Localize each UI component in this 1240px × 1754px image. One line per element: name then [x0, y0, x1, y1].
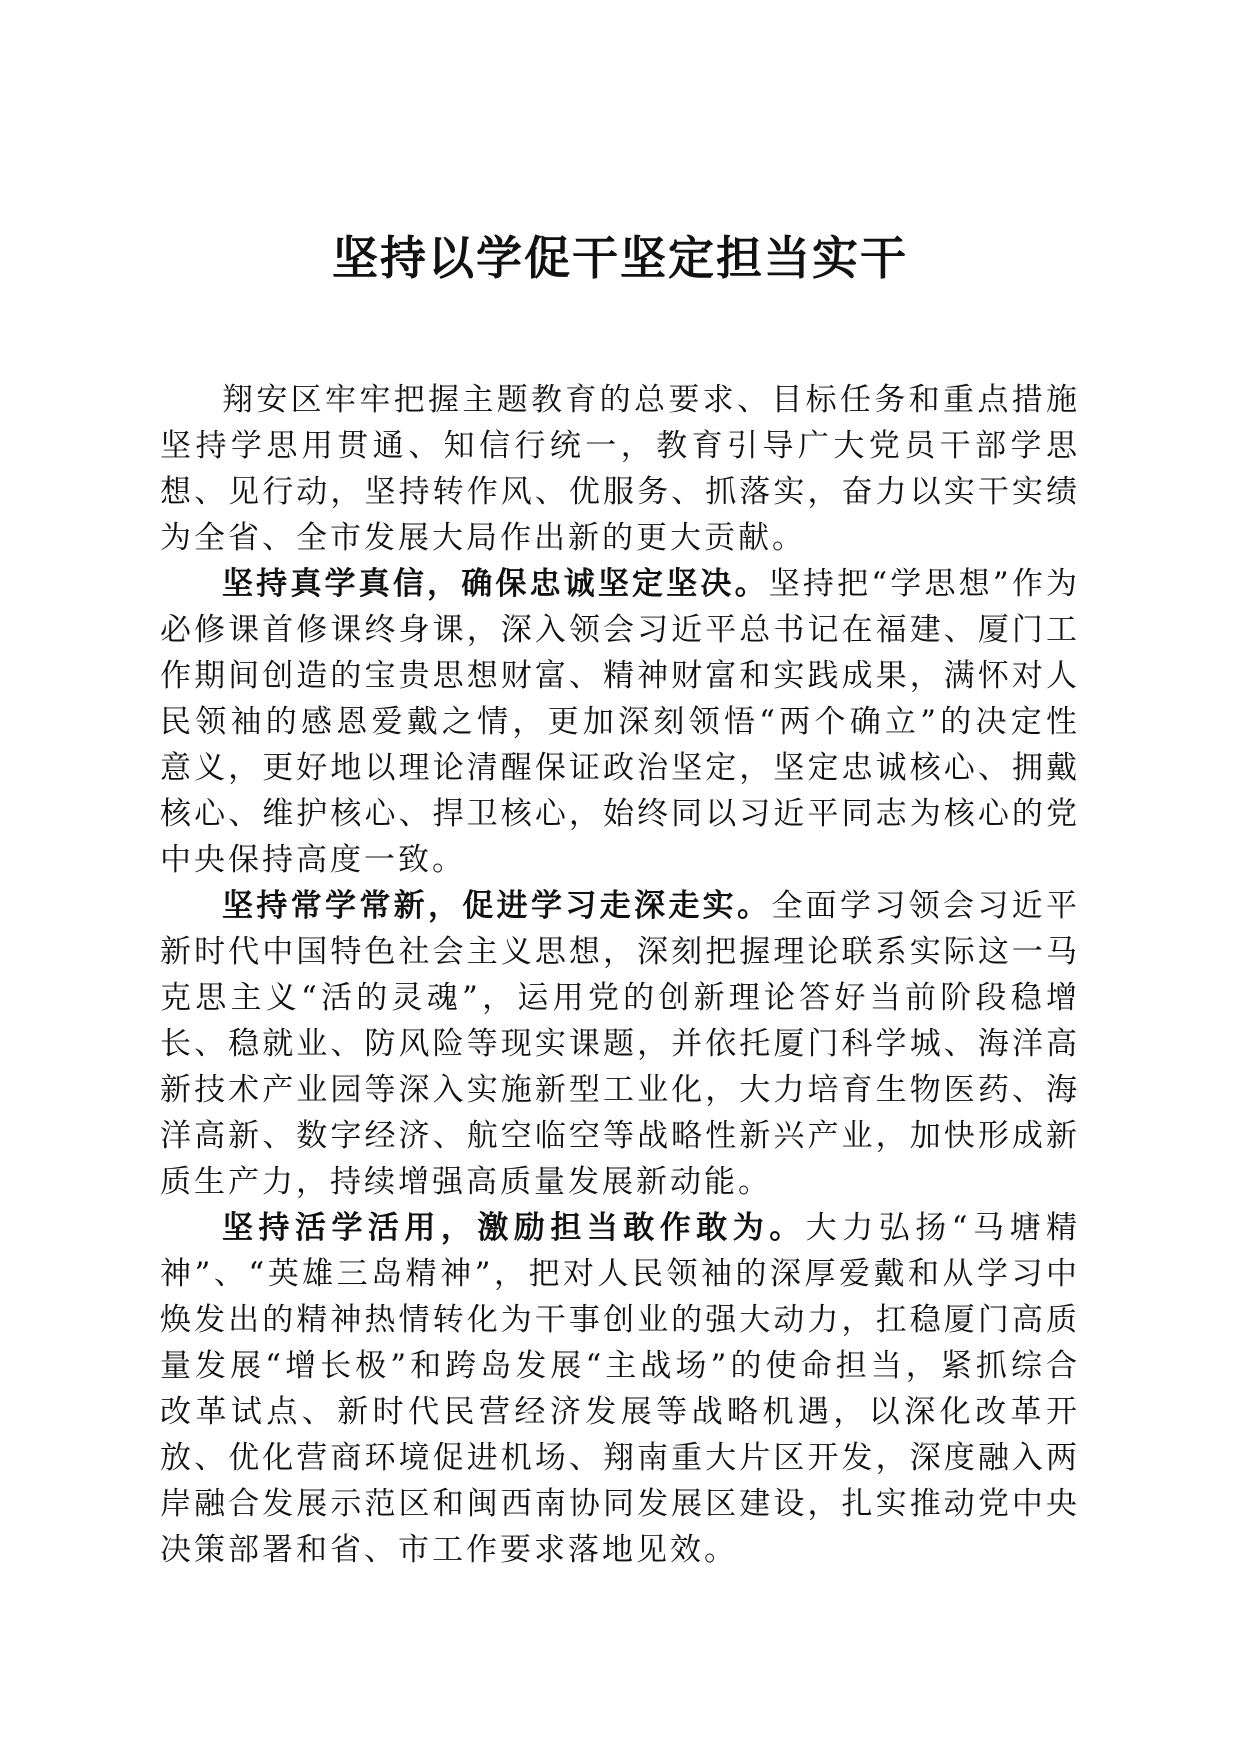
paragraph-text: 大力弘扬“马塘精神”、“英雄三岛精神”，把对人民领袖的深厚爱戴和从学习中焕发出的精神热情转化为干事创业的强大动力，扛稳厦门高质量发展“增长极”和跨岛发展“主战场”的使命担当，紧抓综合改革试点、新时代民营经济发展等战略机遇，以深化改革开放、优化营商环境促进机场、翔南重大片区开发，深度融入两岸融合发展示范区和闽西南协同发展区建设，扎实推动党中央决策部署和省、市工作要求落地见效。	[160, 1210, 1080, 1568]
document-title: 坚持以学促干坚定担当实干	[332, 231, 908, 285]
paragraph-text: 坚持把“学思想”作为必修课首修课终身课，深入领会习近平总书记在福建、厦门工作期间创造的宝贵思想财富、精神财富和实践成果，满怀对人民领袖的感恩爱戴之情，更加深刻领悟“两个确立”的决定性意义，更好地以理论清醒保证政治坚定，坚定忠诚核心、拥戴核心、维护核心、捍卫核心，始终同以习近平同志为核心的党中央保持高度一致。	[160, 566, 1080, 878]
paragraph-text: 翔安区牢牢把握主题教育的总要求、目标任务和重点措施坚持学思用贯通、知信行统一，教育引导广大党员干部学思想、见行动，坚持转作风、优服务、抓落实，奋力以实干实绩为全省、全市发展大局作出新的更大贡献。	[160, 382, 1080, 556]
paragraph-lead: 坚持真学真信，确保忠诚坚定坚决。	[222, 566, 769, 602]
paragraph-true-learning	[160, 561, 1080, 883]
paragraph-active-learning	[160, 1205, 1080, 1573]
paragraph-intro	[160, 377, 1080, 561]
paragraph-text: 全面学习领会习近平新时代中国特色社会主义思想，深刻把握理论联系实际这一马克思主义“活的灵魂”，运用党的创新理论答好当前阶段稳增长、稳就业、防风险等现实课题，并依托厦门科学城、海洋高新技术产业园等深入实施新型工业化，大力培育生物医药、海洋高新、数字经济、航空临空等战略性新兴产业，加快形成新质生产力，持续增强高质量发展新动能。	[160, 888, 1081, 1200]
document-body	[160, 377, 1080, 1573]
paragraph-lead: 坚持活学活用，激励担当敢作敢为。	[222, 1210, 806, 1246]
paragraph-lead: 坚持常学常新，促进学习走深走实。	[222, 888, 772, 924]
paragraph-constant-learning	[160, 883, 1080, 1205]
